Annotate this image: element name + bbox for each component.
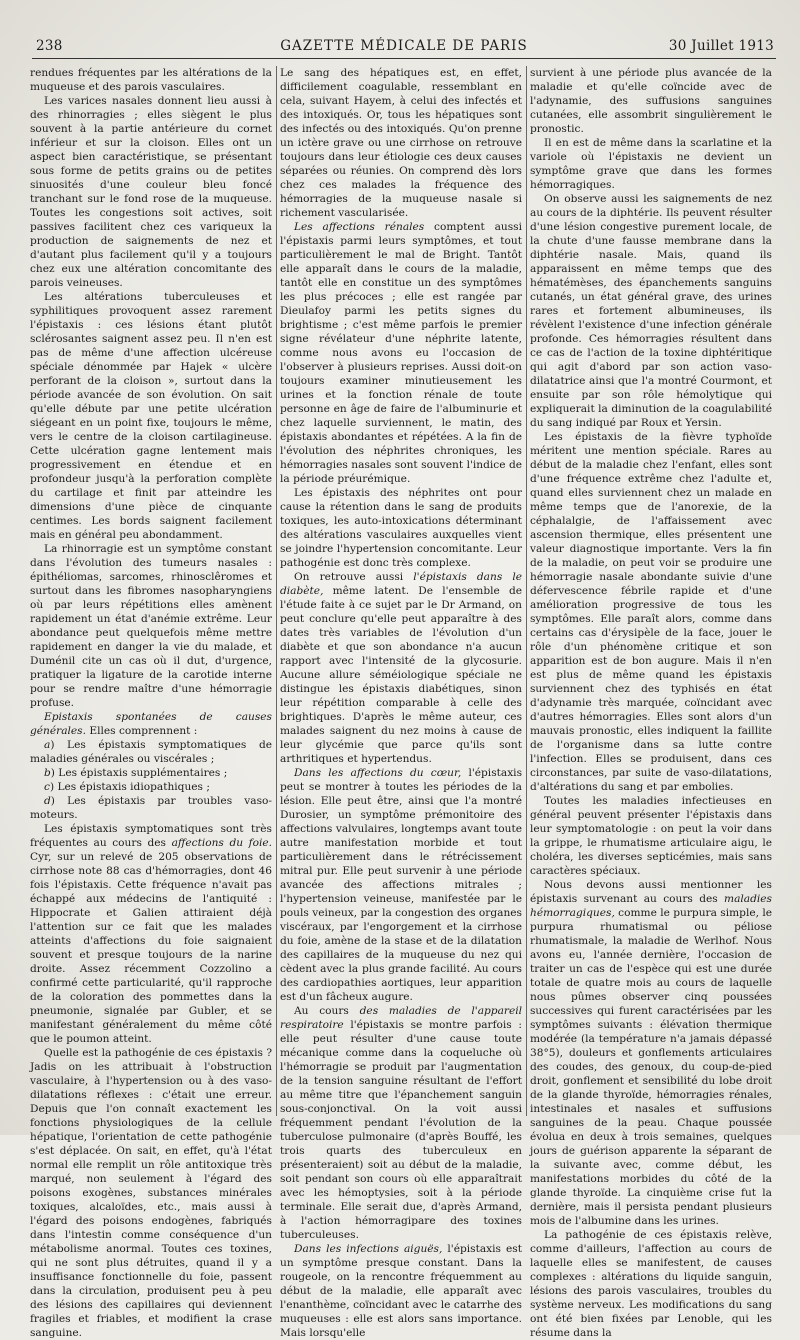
paragraph	[30, 94, 272, 290]
paragraph	[30, 66, 272, 94]
paragraph	[280, 1242, 522, 1340]
text-run: ) Les épistaxis par troubles vaso-moteurs.	[30, 795, 272, 821]
journal-title: GAZETTE MÉDICALE DE PARIS	[280, 38, 528, 54]
text-run: Nous devons aussi mentionner les épistaxis survenant au cours des	[530, 879, 772, 905]
paragraph	[30, 542, 272, 710]
paragraph	[30, 710, 272, 738]
text-run: Les varices nasales donnent lieu aussi à des rhinorragies ; elles siègent le plus souvent à la partie antérieure du cornet inférieur et sur la cloison. Elles ont un aspect bien caractéristique, se présentant sous forme de petits grains ou de petites sinuosités d'une couleur bleu foncé tranchant sur le fond rose de la muqueuse. Toutes les congestions soit actives, soit passives facilitent chez ces variqueux la production de saignements de nez et d'autant plus facilement qu'il y a toujours chez eux une altération concomitante des parois veineuses.	[30, 95, 272, 289]
paragraph	[530, 66, 772, 136]
text-run: Elles comprennent :	[86, 725, 198, 737]
paragraph	[530, 794, 772, 878]
italic-text: a	[44, 739, 51, 751]
italic-text: Dans les infections aiguës,	[294, 1243, 443, 1255]
paragraph	[280, 766, 522, 1004]
text-run: Toutes les maladies infectieuses en général peuvent présenter l'épistaxis dans leur symptomatologie : on peut la voir dans la grippe, le rhumatisme articulaire aigu, le choléra, les diverses septicémies, mais sans caractères spéciaux.	[530, 795, 772, 877]
text-run: l'épistaxis peut se montrer à toutes les périodes de la lésion. Elle peut être, ainsi que l'a montré Durosier, un symptôme prémonitoire des affections valvulaires, longtemps avant toute autre manifestation morbide et tout particulièrement dans le rétrécissement mitral pur. Elle peut survenir à une période avancée des affections mitrales ; l'hypertension veineuse, manifestée par le pouls veineux, par la congestion des organes viscéraux, par l'engorgement et la cirrhose du foie, amène de la stase et de la dilatation des capillaires de la muqueuse du nez qui cèdent avec la plus grande facilité. Au cours des cardiopathies aortiques, leur apparition est d'un fâcheux augure.	[280, 767, 523, 1003]
paragraph	[530, 878, 772, 1228]
text-run: Les épistaxis de la fièvre typhoïde méritent une mention spéciale. Rares au début de la maladie chez l'enfant, elles sont d'une fréquence extrême chez l'adulte et, quand elles surviennent chez un malade en même temps que de l'anorexie, de la céphalalgie, de l'affaissement avec ascension thermique, elles présentent une valeur diagnostique importante. Vers la fin de la maladie, on peut voir se produire une hémorragie nasale abondante suivie d'une défervescence fébrile rapide et d'une amélioration progressive de tous les symptômes. Elle paraît alors, comme dans certains cas d'érysipèle de la face, jouer le rôle d'un phénomène critique et son apparition est de bon augure. Mais il n'en est plus de même quand les épistaxis surviennent chez des typhisés en état d'adynamie très marquée, coïncidant avec d'autres hémorragies. Elles sont alors d'un mauvais pronostic, elles indiquent la faillite de l'organisme dans sa lutte contre l'infection. Elles se produisent, dans ces circonstances, par suite de vaso-dilatations, d'altérations du sang et par embolies.	[530, 431, 772, 793]
paragraph	[280, 1004, 522, 1242]
text-run: ) Les épistaxis supplémentaires ;	[50, 767, 228, 779]
text-run: Les épistaxis des néphrites ont pour cause la rétention dans le sang de produits toxiques, les auto-intoxications déterminant des altérations vasculaires auxquelles vient se joindre l'hypertension concomitante. Leur pathogénie est donc très complexe.	[280, 487, 522, 569]
text-run: Au cours	[294, 1005, 360, 1017]
text-run: Quelle est la pathogénie de ces épistaxis ? Jadis on les attribuait à l'obstruction vasculaire, à l'hypertension ou à des vaso-dilatations réflexes : c'était une erreur. Depuis que l'on connaît exactement les fonctions physiologiques de la cellule hépatique, l'orientation de cette pathogénie s'est déplacée. On sait, en effet, qu'à l'état normal elle remplit un rôle antitoxique très marqué, non seulement à l'égard des poisons exogènes, substances minérales toxiques, alcaloïdes, etc., mais aussi à l'égard des poisons endogènes, fabriqués dans l'intestin comme conséquence d'un métabolisme anormal. Toutes ces toxines, qui ne sont plus détruites, quand il y a insuffisance fonctionnelle du foie, passent dans la circulation, produisent peu à peu des lésions des capillaires qui deviennent fragiles et friables, et modifient la crase sanguine.	[30, 1047, 272, 1339]
text-run: rendues fréquentes par les altérations de la muqueuse et des parois vasculaires.	[30, 67, 272, 93]
text-run: ) Les épistaxis symptomatiques de maladies générales ou viscérales ;	[30, 739, 272, 765]
text-run: On retrouve aussi	[294, 571, 414, 583]
text-run: comptent aussi l'épistaxis parmi leurs symptômes, et tout particulièrement le mal de Bright. Tantôt elle apparaît dans le cours de la maladie, tantôt elle en constitue un des symptômes les plus précoces ; elle est rangée par Dieulafoy parmi les petits signes du brightisme ; c'est même parfois le premier signe révélateur d'une néphrite latente, comme nous avons eu l'occasion de l'observer à plusieurs reprises. Aussi doit-on toujours examiner minutieusement les urines et la fonction rénale de toute personne en âge de faire de l'albuminurie et chez laquelle surviennent, le matin, des épistaxis abondantes et répétées. A la fin de l'évolution des néphrites chroniques, les hémorragies nasales sont souvent l'indice de la période préurémique.	[280, 221, 522, 485]
text-run: l'épistaxis se montre parfois : elle peut résulter d'une cause toute mécanique comme dans la coqueluche où l'hémorragie se produit par l'augmentation de la tension sanguine résultant de l'effort au même titre que l'épanchement sanguin sous-conjonctival. On la voit aussi fréquemment pendant l'évolution de la tuberculose pulmonaire (d'après Bouffé, les trois quarts des tuberculeux en présenteraient) soit au début de la maladie, soit pendant son cours où elle apparaîtrait avec les hémoptysies, soit à la période terminale. Elle serait due, d'après Armand, à l'action hémorragipare des toxines tuberculeuses.	[280, 1019, 522, 1241]
column-separator	[276, 66, 277, 1116]
paragraph	[280, 486, 522, 570]
paragraph	[280, 66, 522, 220]
paragraph	[30, 822, 272, 1046]
paragraph	[530, 136, 772, 192]
page-number: 238	[36, 38, 63, 54]
italic-text: d	[44, 795, 51, 807]
text-run: Les épistaxis symptomatiques sont très fréquentes au cours des	[30, 823, 272, 849]
italic-text: b	[44, 767, 51, 779]
text-run: Le sang des hépatiques est, en effet, difficilement coagulable, ressemblant en cela, suivant Hayem, à celui des infectés et des intoxiqués. Or, tous les hépatiques sont des infectés ou des intoxiqués. Qu'on prenne un ictère grave ou une cirrhose on retrouve toujours dans leur étiologie ces deux causes séparées ou réunies. On comprend dès lors chez ces malades la fréquence des hémorragies de la muqueuse nasale si richement vascularisée.	[280, 67, 522, 219]
italic-text: Epistaxis spontanées de causes générales.	[30, 711, 272, 737]
column-2	[280, 66, 523, 1339]
paragraph	[530, 1228, 772, 1340]
paragraph	[530, 192, 772, 430]
text-run: La rhinorragie est un symptôme constant dans l'évolution des tumeurs nasales : épithéliomas, sarcomes, rhinosclêromes et surtout dans les fibromes nasopharyngiens où par leurs répétitions elles amènent rapidement un état d'anémie extrême. Leur abondance peut quelquefois même mettre rapidement en danger la vie du malade, et Duménil cite un cas où il dut, d'urgence, pratiquer la ligature de la carotide interne pour se rendre maître d'une hémorragie profuse.	[30, 543, 272, 709]
column-3	[530, 66, 772, 1339]
italic-text: c	[44, 781, 50, 793]
issue-date: 30 Juillet 1913	[668, 38, 774, 54]
paragraph	[30, 290, 272, 542]
text-run: Cyr, sur un relevé de 205 observations de cirrhose note 88 cas d'hémorragies, dont 46 fois l'épistaxis. Cette fréquence n'avait pas échappé aux médecins de l'antiquité : Hippocrate et Galien attiraient déjà l'attention sur ce fait que les malades atteints d'affections du foie saignaient souvent et presque toujours de la narine droite. Assez récemment Cozzolino a confirmé cette particularité, qu'il rapproche de la coloration des pommettes dans la pneumonie, signalée par Gubler, et se manifestant généralement du même côté que le poumon atteint.	[30, 851, 272, 1045]
text-run: ) Les épistaxis idiopathiques ;	[49, 781, 210, 793]
text-run: Il en est de même dans la scarlatine et la variole où l'épistaxis ne devient un symptôme grave que dans les formes hémorragiques.	[530, 137, 772, 191]
paragraph	[530, 430, 772, 794]
text-run: l'épistaxis est un symptôme presque constant. Dans la rougeole, on la rencontre fréquemment au début de la maladie, elle apparaît avec l'enanthème, coïncidant avec le catarrhe des muqueuses : elle est alors sans importance. Mais lorsqu'elle	[280, 1243, 522, 1339]
paragraph	[30, 766, 272, 780]
header-rule	[32, 58, 776, 59]
text-run: On observe aussi les saignements de nez au cours de la diphtérie. Ils peuvent résulter d'une lésion congestive purement locale, de la chute d'une fausse membrane dans la diphtérie nasale. Mais, quand ils apparaissent en même temps que des hématémèses, des épanchements sanguins cutanés, un état général grave, des urines rares et fortement albumineuses, ils révèlent l'existence d'une infection générale profonde. Ces hémorragies résultent dans ce cas de l'action de la toxine diphtéritique qui agit d'abord par son action vaso-dilatatrice ainsi que l'a montré Courmont, et ensuite par son rôle hémolytique qui expliquerait la diminution de la coagulabilité du sang indiqué par Roux et Yersin.	[530, 193, 772, 429]
text-run: survient à une période plus avancée de la maladie et qu'elle coïncide avec de l'adynamie, des suffusions sanguines cutanées, elle assombrit singulièrement le pronostic.	[530, 67, 772, 135]
column-separator	[526, 66, 527, 1116]
text-run: comme le purpura simple, le purpura rhumatismal ou péliose rhumatismale, la maladie de Werlhof. Nous avons eu, l'année dernière, l'occasion de traiter un cas de l'espèce qui est une durée totale de quatre mois au cours de laquelle nous pûmes observer cinq poussées successives qui furent caractérisées par les symptômes suivants : élévation thermique modérée (la température n'a jamais dépassé 38°5), douleurs et gonflements articulaires des coudes, des genoux, du coup-de-pied droit, gonflement et sensibilité du lobe droit de la glande thyroïde, hémorragies rénales, intestinales et nasales et suffusions sanguines de la peau. Chaque poussée évolua en deux à trois semaines, quelques jours de guérison apparente la séparant de la suivante avec, comme début, les manifestations morbides du côté de la glande thyroïde. La cinquième crise fut la dernière, mais il persista pendant plusieurs mois de l'albumine dans les urines.	[530, 907, 772, 1227]
paragraph	[30, 738, 272, 766]
text-run: Les altérations tuberculeuses et syphilitiques provoquent assez rarement l'épistaxis : ces lésions étant plutôt sclérosantes saignent assez peu. Il n'en est pas de même d'une affection ulcéreuse spéciale dénommée par Hajek « ulcère perforant de la cloison », surtout dans la période avancée de son évolution. On sait qu'elle débute par une petite ulcération siégeant en un point fixe, toujours le même, vers le centre de la cloison cartilagineuse. Cette ulcération gagne lentement mais progressivement en étendue et en profondeur jusqu'à la perforation complète du cartilage et finit par atteindre les dimensions d'une pièce de cinquante centimes. Les bords saignent facilement mais en général peu abondamment.	[30, 291, 272, 541]
paragraph	[30, 780, 272, 794]
italic-text: l'épistaxis dans le diabète,	[280, 571, 522, 597]
italic-text: des maladies de l'appareil respiratoire	[280, 1005, 523, 1031]
italic-text: maladies hémorragiques,	[530, 893, 772, 919]
italic-text: Dans les affections du cœur,	[294, 767, 462, 779]
page-header	[32, 34, 776, 58]
paragraph	[280, 570, 522, 766]
column-1	[30, 66, 272, 1339]
paragraph	[280, 220, 522, 486]
paragraph	[30, 1046, 272, 1340]
italic-text: Les affections rénales	[294, 221, 425, 233]
paragraph	[30, 794, 272, 822]
text-run: La pathogénie de ces épistaxis relève, comme d'ailleurs, l'affection au cours de laquelle elles se manifestent, de causes complexes : altérations du liquide sanguin, lésions des parois vasculaires, troubles du système nerveux. Les modifications du sang ont été bien fixées par Lenoble, qui les résume dans la	[530, 1229, 772, 1339]
italic-text: affections du foie.	[171, 837, 272, 849]
text-run: même latent. De l'ensemble de l'étude faite à ce sujet par le Dr Armand, on peut conclure qu'elle peut apparaître à des dates très variables de l'évolution d'un diabète et que son abondance n'a aucun rapport avec l'intensité de la glycosurie. Aucune allure séméiologique spéciale ne distingue les épistaxis diabétiques, sinon leur répétition comparable à celle des brightiques. D'après le même auteur, ces malades saignent du nez moins à cause de leur glycémie que parce qu'ils sont arthritiques et hypertendus.	[280, 585, 522, 765]
